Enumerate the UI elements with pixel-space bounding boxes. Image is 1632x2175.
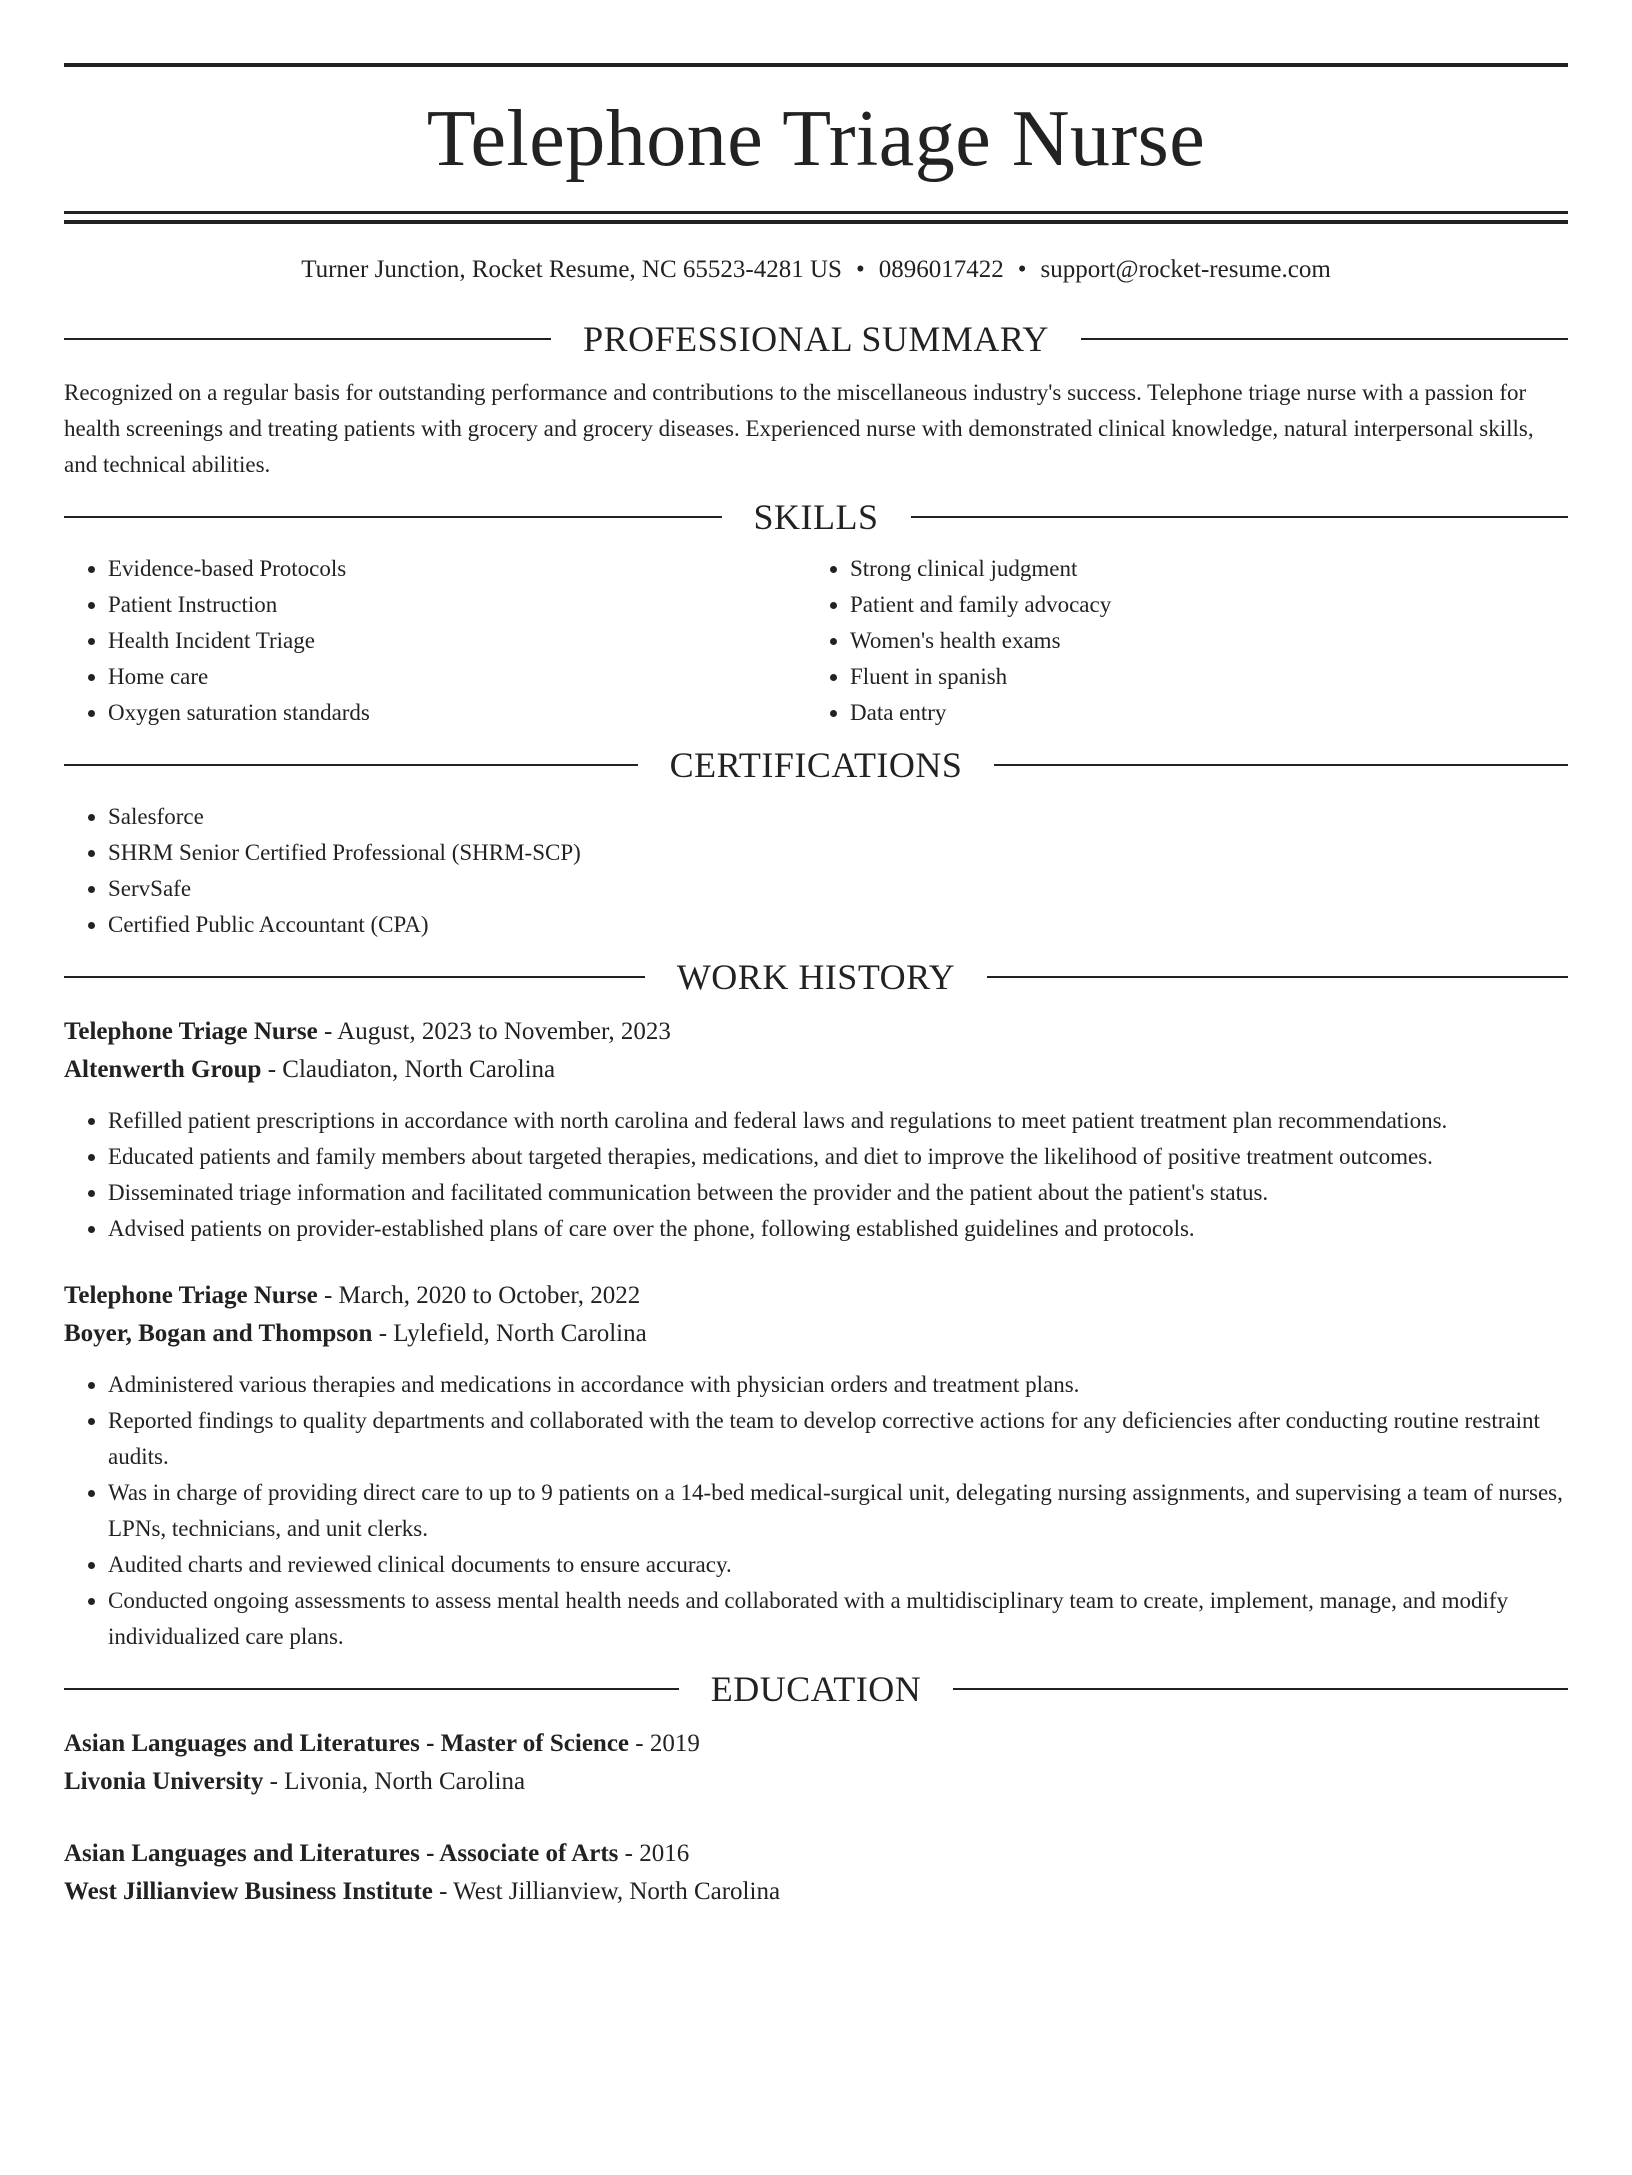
job-company: Altenwerth Group: [64, 1056, 262, 1083]
skill-item: • Oxygen saturation standards: [108, 695, 806, 731]
certification-item: • Salesforce: [108, 799, 1568, 835]
skills-column-left: [64, 551, 806, 731]
job-duties-list: [64, 1103, 1568, 1247]
job-dates: - August, 2023 to November, 2023: [317, 1018, 671, 1045]
education-year: - 2019: [629, 1730, 700, 1757]
education-entry: [64, 1835, 1568, 1911]
job-duty-item: • Advised patients on provider-established plans of care over the phone, following established guidelines and protocols.: [108, 1211, 1568, 1247]
education-degree: Asian Languages and Literatures - Associate of Arts: [64, 1840, 619, 1867]
name-rule-upper: [64, 211, 1568, 214]
resume-page: [64, 63, 1568, 1911]
education-heading: [64, 1669, 1568, 1709]
skills-list: [64, 551, 1568, 731]
education-school-line: [64, 1763, 1568, 1801]
certification-item: • SHRM Senior Certified Professional (SHRM-SCP): [108, 835, 1568, 871]
skills-column-right: [806, 551, 1632, 731]
job-duty-item: • Refilled patient prescriptions in accordance with north carolina and federal laws and regulations to meet patient treatment plan recommendations.: [108, 1103, 1568, 1139]
summary-heading-title: PROFESSIONAL SUMMARY: [583, 319, 1049, 359]
certifications-list: [64, 799, 1568, 943]
education-school: Livonia University: [64, 1768, 264, 1795]
job-title-line: [64, 1277, 1568, 1315]
education-school-line: [64, 1873, 1568, 1911]
contact-line: [64, 254, 1568, 286]
skill-item: • Patient Instruction: [108, 587, 806, 623]
certifications-heading: [64, 745, 1568, 785]
job-duty-item: • Audited charts and reviewed clinical documents to ensure accuracy.: [108, 1547, 1568, 1583]
work-heading: [64, 957, 1568, 997]
job-title: Telephone Triage Nurse: [64, 1282, 318, 1309]
job-entry: [64, 1277, 1568, 1655]
skill-item: • Women's health exams: [850, 623, 1632, 659]
job-company-line: [64, 1051, 1568, 1089]
education-location: - Livonia, North Carolina: [263, 1768, 526, 1795]
summary-heading: [64, 319, 1568, 359]
skill-item: • Strong clinical judgment: [850, 551, 1632, 587]
job-location: - Lylefield, North Carolina: [372, 1320, 647, 1347]
heading-rule-right: [911, 516, 1569, 518]
skill-item: • Home care: [108, 659, 806, 695]
education-location: - West Jillianview, North Carolina: [432, 1878, 781, 1905]
certification-item: • ServSafe: [108, 871, 1568, 907]
skill-item: • Health Incident Triage: [108, 623, 806, 659]
heading-rule-left: [64, 1688, 679, 1690]
job-title-line: [64, 1013, 1568, 1051]
heading-rule-left: [64, 338, 551, 340]
certification-item: • Certified Public Accountant (CPA): [108, 907, 1568, 943]
job-company: Boyer, Bogan and Thompson: [64, 1320, 373, 1347]
skill-item: • Evidence-based Protocols: [108, 551, 806, 587]
job-duty-item: • Educated patients and family members about targeted therapies, medications, and diet to improve the likelihood of positive treatment outcomes.: [108, 1139, 1568, 1175]
heading-rule-left: [64, 516, 722, 518]
certifications-heading-title: CERTIFICATIONS: [669, 745, 963, 785]
job-company-line: [64, 1315, 1568, 1353]
contact-address: Turner Junction, Rocket Resume, NC 65523-4281 US: [301, 256, 842, 283]
job-location: - Claudiaton, North Carolina: [261, 1056, 556, 1083]
top-rule: [64, 63, 1568, 67]
summary-text: Recognized on a regular basis for outstanding performance and contributions to the miscellaneous industry's success. Telephone triage nurse with a passion for health screenings and treating patients with grocery and grocery diseases. Experienced nurse with demonstrated clinical knowledge, natural interpersonal skills, and technical abilities.: [64, 380, 1534, 477]
education-entry: [64, 1725, 1568, 1801]
education-year: - 2016: [618, 1840, 690, 1867]
skills-heading: [64, 497, 1568, 537]
job-duty-item: • Conducted ongoing assessments to assess mental health needs and collaborated with a multidisciplinary team to create, implement, manage, and modify individualized care plans.: [108, 1583, 1568, 1655]
heading-rule-left: [64, 976, 645, 978]
job-title: Telephone Triage Nurse: [64, 1018, 318, 1045]
name-rule-lower: [64, 220, 1568, 224]
contact-phone: 0896017422: [878, 256, 1004, 283]
skill-item: • Patient and family advocacy: [850, 587, 1632, 623]
contact-email[interactable]: support@rocket-resume.com: [1040, 256, 1331, 283]
skills-heading-title: SKILLS: [753, 497, 879, 537]
contact-separator: •: [855, 256, 865, 283]
heading-rule-right: [994, 764, 1568, 766]
job-duty-item: • Was in charge of providing direct care to up to 9 patients on a 14-bed medical-surgical unit, delegating nursing assignments, and supervising a team of nurses, LPNs, technicians, and unit clerks.: [108, 1475, 1568, 1547]
candidate-name: Telephone Triage Nurse: [426, 95, 1206, 183]
heading-rule-right: [1081, 338, 1568, 340]
heading-rule-left: [64, 764, 638, 766]
education-degree-line: [64, 1835, 1568, 1873]
job-duty-item: • Disseminated triage information and facilitated communication between the provider and the patient about the patient's status.: [108, 1175, 1568, 1211]
job-duty-item: • Administered various therapies and medications in accordance with physician orders and treatment plans.: [108, 1367, 1568, 1403]
contact-separator: •: [1017, 256, 1027, 283]
heading-rule-right: [953, 1688, 1568, 1690]
job-duty-item: • Reported findings to quality departments and collaborated with the team to develop corrective actions for any deficiencies after conducting routine restraint audits.: [108, 1403, 1568, 1475]
job-dates: - March, 2020 to October, 2022: [317, 1282, 641, 1309]
job-entry: [64, 1013, 1568, 1247]
education-degree: Asian Languages and Literatures - Master of Science: [64, 1730, 630, 1757]
skill-item: • Data entry: [850, 695, 1632, 731]
education-heading-title: EDUCATION: [710, 1669, 922, 1709]
education-school: West Jillianview Business Institute: [64, 1878, 433, 1905]
heading-rule-right: [987, 976, 1568, 978]
work-heading-title: WORK HISTORY: [676, 957, 956, 997]
job-duties-list: [64, 1367, 1568, 1655]
skill-item: • Fluent in spanish: [850, 659, 1632, 695]
education-degree-line: [64, 1725, 1568, 1763]
